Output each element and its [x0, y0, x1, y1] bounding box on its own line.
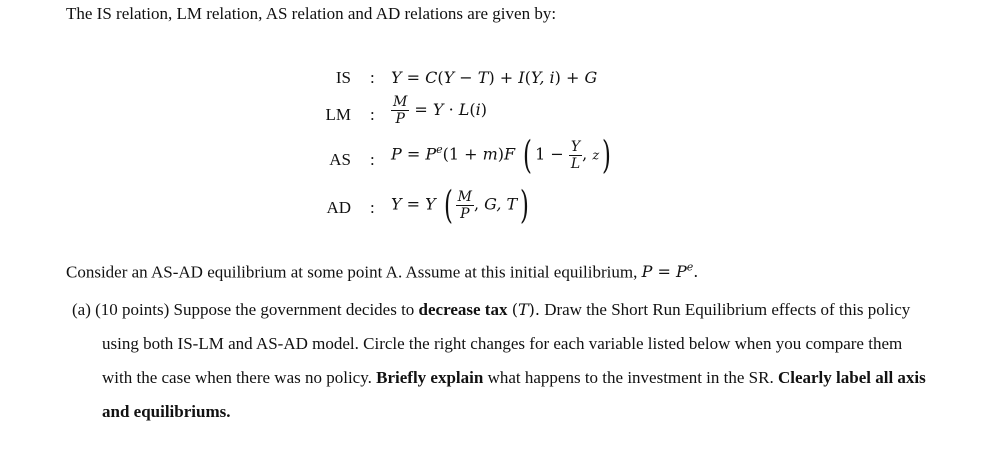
question-a: [72, 293, 932, 429]
is-equation: Y = C(Y − T) + I(Y, i) + G: [391, 68, 598, 87]
intro-text: The IS relation, LM relation, AS relation and AD relations are given by:: [66, 4, 557, 23]
context-equation: $P = P^e$.: [641, 261, 699, 282]
question-bold-1: decrease tax: [418, 300, 508, 319]
question-bold-3: Clearly label all axis and equilibriums.: [102, 368, 926, 421]
ad-colon: :: [370, 198, 375, 217]
question-points: (10 points): [95, 300, 170, 319]
tax-symbol: (T).: [511, 300, 540, 319]
question-bold-2: Briefly explain: [376, 368, 484, 387]
lm-colon: :: [370, 105, 375, 124]
is-label: IS: [335, 68, 351, 87]
ad-equation: Y = Y ( $\frac{M}{P}$ , G, T): [391, 183, 530, 227]
as-colon: :: [370, 150, 375, 169]
question-text-3: what happens to the investment in the SR.: [487, 368, 774, 387]
as-equation: $P = P^e(1 + m)F$ ( 1 − $\frac{Y}{L}$ , z): [391, 133, 612, 177]
ad-label: AD: [326, 198, 351, 217]
context-paragraph: [66, 261, 698, 282]
as-label: AS: [329, 150, 351, 169]
question-text-1: Suppose the government decides to: [173, 300, 415, 319]
lm-equation: $\frac{M}{P}$ = Y · L(i): [393, 94, 487, 127]
question-text-2: Draw the Short Run Equilibrium effects of this policy using both IS-LM and AS-AD model. Circle the right changes for each variable listed below when you compare them with the case when there was no policy.: [102, 300, 911, 387]
context-text: Consider an AS-AD equilibrium at some point A. Assume at this initial equilibrium,: [66, 262, 638, 282]
lm-label: LM: [325, 105, 351, 124]
question-label: (a): [72, 300, 91, 319]
is-colon: :: [370, 68, 375, 87]
